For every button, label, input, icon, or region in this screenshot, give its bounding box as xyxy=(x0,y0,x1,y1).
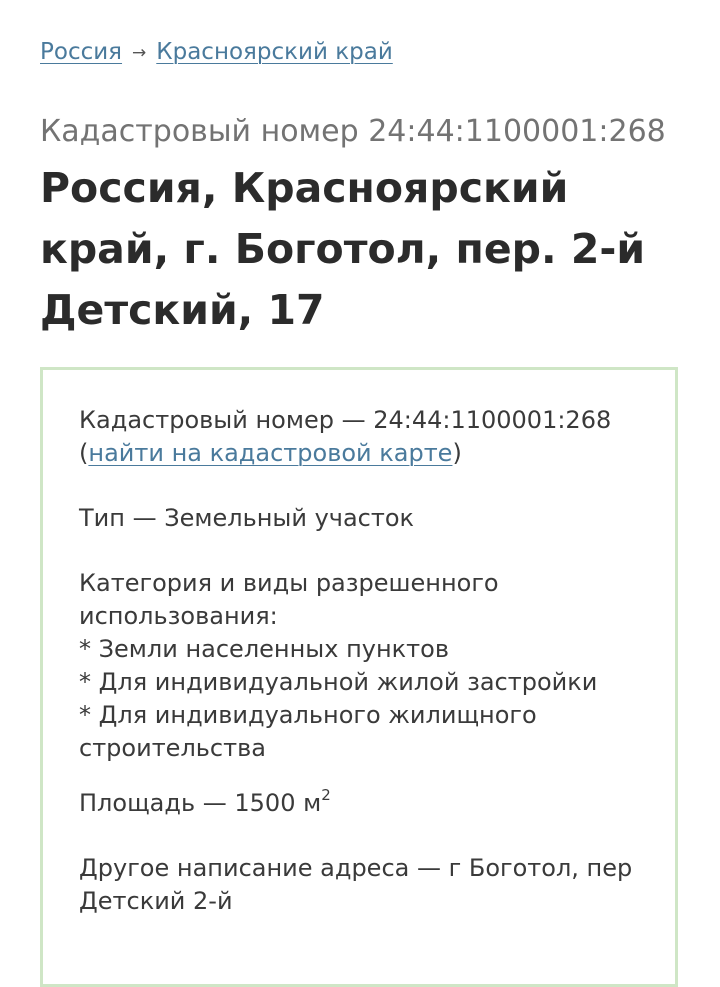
close-paren: ) xyxy=(452,439,462,467)
category-item: * Земли населенных пунктов xyxy=(79,635,449,663)
category-block xyxy=(79,567,659,765)
area-text xyxy=(79,787,659,820)
cadastral-map-line xyxy=(79,437,659,470)
cadastral-number-text: Кадастровый номер — 24:44:1100001:268 xyxy=(79,406,612,434)
alt-address-text: Другое написание адреса — г Боготол, пер Детский 2-й xyxy=(79,854,633,915)
breadcrumb xyxy=(40,36,393,70)
type-block xyxy=(79,502,659,535)
type-text: Тип — Земельный участок xyxy=(79,504,415,532)
breadcrumb-link-krasnoyarsk-krai[interactable]: Красноярский край xyxy=(156,39,393,65)
area-block xyxy=(79,787,659,820)
find-on-cadastral-map-link[interactable]: найти на кадастровой карте xyxy=(88,439,453,467)
category-item: * Для индивидуальной жилой застройки xyxy=(79,668,598,696)
property-details-card xyxy=(40,367,678,987)
alt-address-block xyxy=(79,852,659,918)
area-unit-superscript: 2 xyxy=(321,786,331,804)
open-paren: ( xyxy=(79,439,89,467)
breadcrumb-link-russia[interactable]: Россия xyxy=(40,39,123,65)
category-item: * Для индивидуального жилищного строительства xyxy=(79,701,537,762)
breadcrumb-separator-arrow-icon: → xyxy=(132,43,147,63)
cadastral-number-subtitle: Кадастровый номер 24:44:1100001:268 xyxy=(40,114,666,149)
page-title: Россия, Красноярский край, г. Боготол, пер. 2-й Детский, 17 xyxy=(40,164,646,334)
cadastral-number-block xyxy=(79,404,659,470)
category-heading: Категория и виды разрешенного использования: xyxy=(79,569,499,630)
property-details-content xyxy=(79,404,659,950)
area-label: Площадь — 1500 м xyxy=(79,789,322,817)
